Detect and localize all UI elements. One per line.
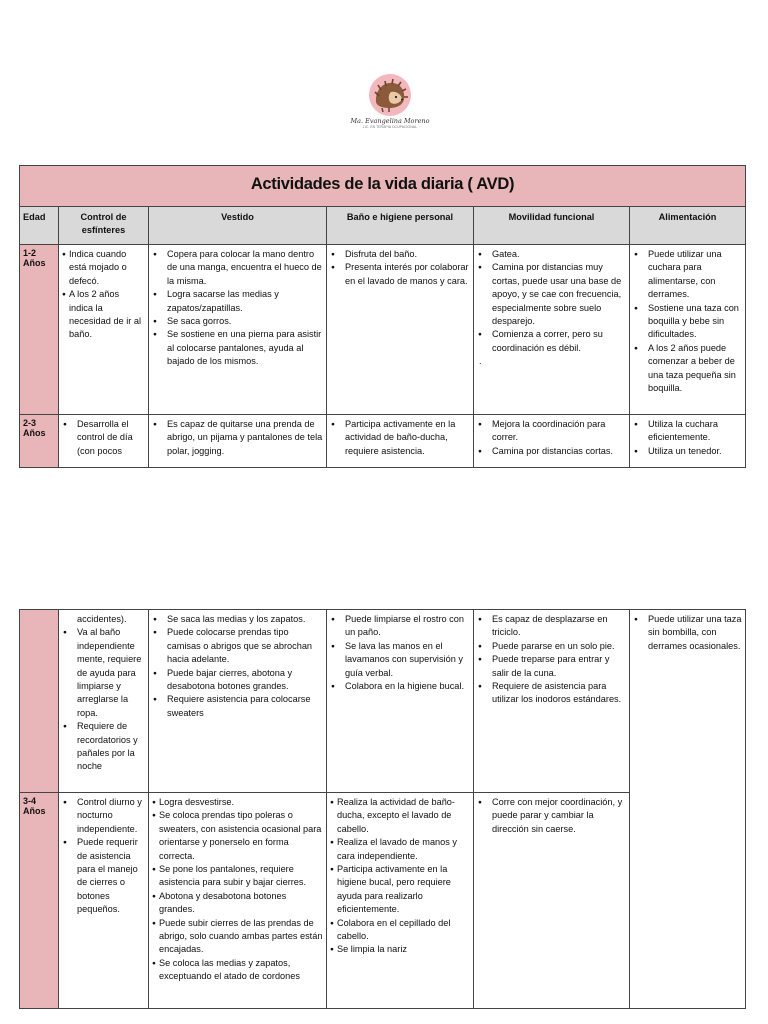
list-item: ● Colabora en la higiene bucal. — [330, 680, 470, 693]
list-item: ● Colabora en el cepillado del cabello. — [330, 917, 470, 944]
avd-table-page-1 — [19, 165, 746, 468]
table-header-row — [20, 207, 746, 245]
list-item: ● A los 2 años indica la necesidad de ir al baño. — [62, 288, 145, 342]
list-item: ● Se coloca las medias y zapatos, exceptuando el atado de cordones — [152, 957, 323, 984]
list-item: accidentes). — [77, 614, 127, 624]
header-movilidad: Movilidad funcional — [474, 207, 630, 245]
list-item: ● Se limpia la nariz — [330, 943, 470, 956]
list-item: ● Se sostiene en una pierna para asistir al colocarse pantalones, ayuda al bajado de los mismos. — [152, 328, 323, 368]
logo-subtitle: LIC. EN TERAPIA OCUPACIONAL — [362, 125, 418, 129]
age-cell: 2-3 Años — [20, 415, 59, 468]
cell-esfinteres — [59, 793, 149, 1009]
list-item — [477, 355, 626, 368]
list-item: ● Logra sacarse las medias y zapatos/zapatillas. — [152, 288, 323, 315]
cell-bano — [327, 415, 474, 468]
list-item: ● Presenta interés por colaborar en el lavado de manos y cara. — [330, 261, 470, 288]
table-row-1-2 — [20, 245, 746, 415]
hedgehog-icon — [367, 72, 413, 118]
list-item: ● Comienza a correr, pero su coordinación es débil. — [477, 328, 626, 355]
cell-vestido — [149, 610, 327, 793]
header-edad: Edad — [20, 207, 59, 245]
list-item: ● Se saca las medias y los zapatos. — [152, 613, 323, 626]
list-item: ● Realiza la actividad de baño- ducha, excepto el lavado de cabello. — [330, 796, 470, 836]
list-item: ● Sostiene una taza con boquilla y bebe sin dificultades. — [633, 302, 742, 342]
list-item: ● Puede limpiarse el rostro con un paño. — [330, 613, 470, 640]
list-item: ● A los 2 años puede comenzar a beber de una taza pequeña sin boquilla. — [633, 342, 742, 396]
list-item: ● Requiere de recordatorios y pañales por la noche — [62, 720, 145, 774]
age-cell: 3-4 Años — [20, 793, 59, 1009]
cell-vestido — [149, 245, 327, 415]
list-item: ● Puede colocarse prendas tipo camisas o abrigos que se abrochan hacia adelante. — [152, 626, 323, 666]
age-cell — [20, 610, 59, 793]
list-item: ● Va al baño independiente mente, requiere de ayuda para limpiarse y arreglarse la ropa. — [62, 626, 145, 720]
list-item: ● Puede subir cierres de las prendas de abrigo, solo cuando ambas partes están encajadas. — [152, 917, 323, 957]
logo-name: Ma. Evangelina Moreno — [350, 117, 430, 125]
list-item: ● Camina por distancias muy cortas, puede usar una base de apoyo, y se cae con frecuencia, especialmente sobre suelo desparejo. — [477, 261, 626, 328]
cell-esfinteres — [59, 415, 149, 468]
list-item: ● Puede bajar cierres, abotona y desabotona botones grandes. — [152, 667, 323, 694]
list-item: ● Participa activamente en la actividad de baño-ducha, requiere asistencia. — [330, 418, 470, 458]
list-item: ● Se saca gorros. — [152, 315, 323, 328]
list-item: ● Control diurno y nocturno independiente. — [62, 796, 145, 836]
cell-esfinteres — [59, 245, 149, 415]
cell-alimentacion — [630, 415, 746, 468]
list-item: ● Desarrolla el control de día (con pocos — [62, 418, 145, 458]
header-vestido: Vestido — [149, 207, 327, 245]
cell-alimentacion — [630, 245, 746, 415]
cell-bano — [327, 610, 474, 793]
cell-movilidad — [474, 415, 630, 468]
list-item: ● Es capaz de desplazarse en triciclo. — [477, 613, 626, 640]
avd-table-page-2 — [19, 609, 746, 1009]
table-row-2-3-cont — [20, 610, 746, 793]
age-cell: 1-2 Años — [20, 245, 59, 415]
cell-vestido — [149, 793, 327, 1009]
cell-vestido — [149, 415, 327, 468]
cell-esfinteres — [59, 610, 149, 793]
cell-movilidad — [474, 610, 630, 793]
header-esfinteres: Control de esfínteres — [59, 207, 149, 245]
list-item: ● Logra desvestirse. — [152, 796, 323, 809]
cell-bano — [327, 793, 474, 1009]
cell-movilidad — [474, 245, 630, 415]
cell-bano — [327, 245, 474, 415]
list-item: ● Camina por distancias cortas. — [477, 445, 626, 458]
list-item: ● Utiliza un tenedor. — [633, 445, 742, 458]
list-item: ● Realiza el lavado de manos y cara independiente. — [330, 836, 470, 863]
list-item: ● Se coloca prendas tipo poleras o sweaters, con asistencia ocasional para orientarse y ponerselo en forma correcta. — [152, 809, 323, 863]
list-item: ● Corre con mejor coordinación, y puede parar y cambiar la dirección sin caerse. — [477, 796, 626, 836]
list-item: ● Utiliza la cuchara eficientemente. — [633, 418, 742, 445]
list-item: ● Se pone los pantalones, requiere asistencia para subir y bajar cierres. — [152, 863, 323, 890]
list-item: ● Abotona y desabotona botones grandes. — [152, 890, 323, 917]
header-bano: Baño e higiene personal — [327, 207, 474, 245]
list-item: ● Requiere de asistencia para utilizar los inodoros estándares. — [477, 680, 626, 707]
list-item: ● Puede utilizar una cuchara para alimentarse, con derrames. — [633, 248, 742, 302]
list-item: ● Mejora la coordinación para correr. — [477, 418, 626, 445]
list-item: ● Participa activamente en la higiene bucal, pero requiere ayuda para realizarlo eficientemente. — [330, 863, 470, 917]
list-item: ● Es capaz de quitarse una prenda de abrigo, un pijama y pantalones de tela polar, jogging. — [152, 418, 323, 458]
list-item: ● Puede requerir de asistencia para el manejo de cierres o botones pequeños. — [62, 836, 145, 916]
table-row-2-3 — [20, 415, 746, 468]
list-item: ● Gatea. — [477, 248, 626, 261]
cell-movilidad — [474, 793, 630, 1009]
logo — [350, 72, 430, 144]
list-item: ● Puede utilizar una taza sin bombilla, con derrames ocasionales. — [633, 613, 742, 653]
list-item: ● Indica cuando está mojado o defecó. — [62, 248, 145, 288]
list-item: ● Puede treparse para entrar y salir de la cuna. — [477, 653, 626, 680]
list-item: ● Requiere asistencia para colocarse sweaters — [152, 693, 323, 720]
cell-alimentacion — [630, 610, 746, 1009]
table-title: Actividades de la vida diaria ( AVD) — [20, 166, 746, 207]
list-item: ● Se lava las manos en el lavamanos con supervisión y guía verbal. — [330, 640, 470, 680]
list-item: ● Disfruta del baño. — [330, 248, 470, 261]
list-item: ● Puede pararse en un solo pie. — [477, 640, 626, 653]
list-item: ● Copera para colocar la mano dentro de una manga, encuentra el hueco de la misma. — [152, 248, 323, 288]
header-alimentacion: Alimentación — [630, 207, 746, 245]
